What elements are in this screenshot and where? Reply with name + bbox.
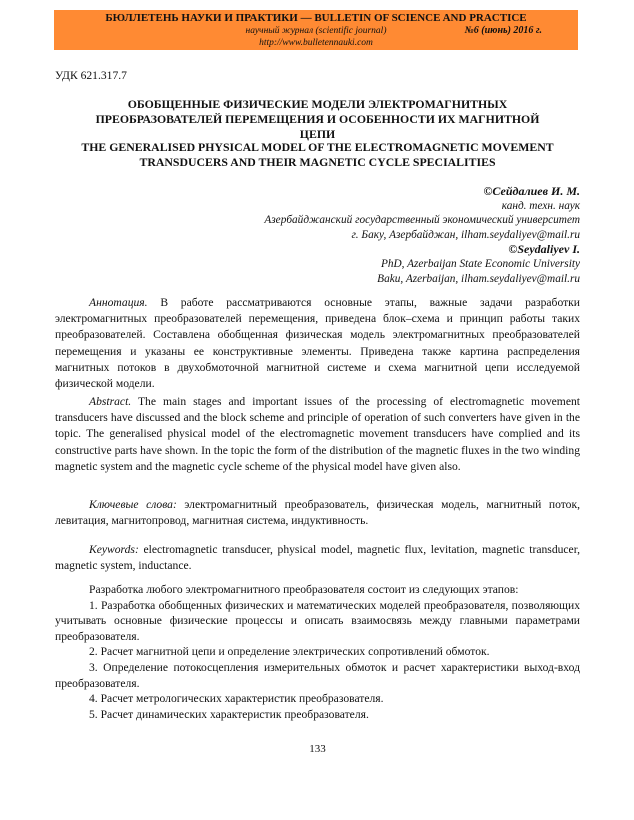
keywords-ru-label: Ключевые слова: xyxy=(89,498,177,511)
title-ru: ОБОБЩЕННЫЕ ФИЗИЧЕСКИЕ МОДЕЛИ ЭЛЕКТРОМАГНИТНЫХ ПРЕОБРАЗОВАТЕЛЕЙ ПЕРЕМЕЩЕНИЯ И ОСОБЕННОСТИ ИХ МАГНИТНОЙ ЦЕПИ xyxy=(95,97,540,141)
body-item-4: 4. Расчет метрологических характеристик преобразователя. xyxy=(89,692,384,706)
title-en: THE GENERALISED PHYSICAL MODEL OF THE ELECTROMAGNETIC MOVEMENT TRANSDUCERS AND THEIR MAGNETIC CYCLE SPECIALITIES xyxy=(81,140,554,169)
abstract xyxy=(55,394,580,475)
authors xyxy=(55,184,580,286)
journal-url[interactable]: http://www.bulletennauki.com xyxy=(259,38,373,48)
body-item-5: 5. Расчет динамических характеристик преобразователя. xyxy=(89,707,369,721)
keywords-en-text: electromagnetic transducer, physical model, magnetic flux, levitation, magnetic transducer, magnetic system, inductance. xyxy=(55,543,580,573)
abstract-text: The main stages and important issues of the processing of electromagnetic movement transducers have discussed and the block scheme and principle of operation of such converters have given in the topic. The generalised physical model of the electromagnetic movement transducers have complied and its constructive parts have shown. In the topic the form of the distribution of the magnetic fluxes in the two winding magnetic system and the magnetic cycle scheme of the physical model have given also. xyxy=(55,395,580,473)
author-name-ru: ©Сейдалиев И. М. xyxy=(483,184,580,198)
udk: УДК 621.317.7 xyxy=(55,69,127,82)
page-number: 133 xyxy=(309,743,326,755)
body-item-3: 3. Определение потокосцепления измерительных обмоток и расчет характеристики выход-вход преобразователя. xyxy=(55,660,580,690)
abstract-label: Abstract. xyxy=(89,395,132,408)
annotation-text: В работе рассматриваются основные этапы, важные задачи разработки электромагнитных преобразователей перемещения, приведена блок–схема и принцип работы таких преобразователей. Составлена обобщенная физическая модель электромагнитных преобразователей перемещения и указаны ее конструктивные элементы. Приведена также картина распределения магнитных потоков в двухобмоточной магнитной системе и схема магнитной цепи исследуемой физической модели. xyxy=(55,296,580,391)
author-affiliation-ru: Азербайджанский государственный экономический университет xyxy=(264,214,580,227)
keywords-ru xyxy=(55,497,580,529)
body-text xyxy=(55,582,580,722)
journal-subtitle: научный журнал (scientific journal) xyxy=(245,26,387,36)
keywords-en xyxy=(55,542,580,574)
journal-title: БЮЛЛЕТЕНЬ НАУКИ И ПРАКТИКИ — BULLETIN OF SCIENCE AND PRACTICE xyxy=(105,12,527,24)
annotation xyxy=(55,295,580,392)
author-affiliation-en: PhD, Azerbaijan State Economic University xyxy=(380,257,580,270)
author-location-ru: г. Баку, Азербайджан, ilham.seydaliyev@mail.ru xyxy=(351,228,580,241)
journal-header xyxy=(54,10,578,50)
journal-issue: №6 (июнь) 2016 г. xyxy=(464,25,542,36)
keywords-ru-text: электромагнитный преобразователь, физическая модель, магнитный поток, левитация, магнитопровод, магнитная система, индуктивность. xyxy=(55,498,580,528)
keywords-en-label: Keywords: xyxy=(89,543,139,556)
body-item-2: 2. Расчет магнитной цепи и определение электрических сопротивлений обмоток. xyxy=(89,645,490,659)
annotation-label: Аннотация. xyxy=(89,296,148,309)
author-location-en: Baku, Azerbaijan, ilham.seydaliyev@mail.ru xyxy=(377,272,580,285)
author-degree-ru: канд. техн. наук xyxy=(501,199,580,212)
body-item-1: 1. Разработка обобщенных физических и математических моделей преобразователя, позволяющих учитывать основные физические процессы и описать взаимосвязь между главными параметрами преобразователя. xyxy=(55,598,580,643)
body-intro: Разработка любого электромагнитного преобразователя состоит из следующих этапов: xyxy=(89,583,519,596)
author-name-en: ©Seydaliyev I. xyxy=(508,242,580,257)
